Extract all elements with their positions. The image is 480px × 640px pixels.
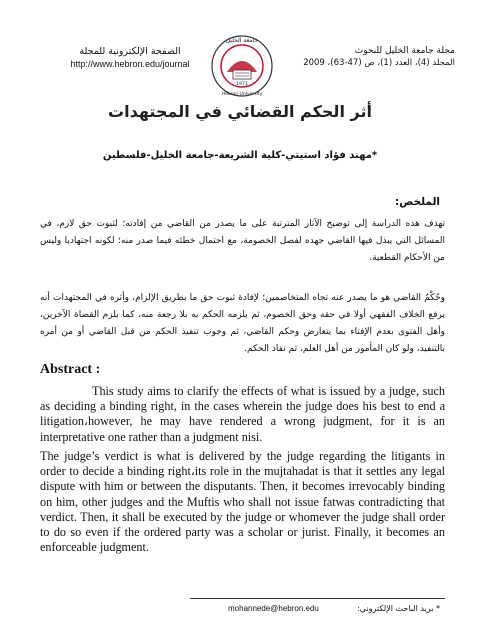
footnote [0,604,480,618]
english-abstract-paragraph-2: The judge’s verdict is what is delivered by the judge regarding the litigants in order to decide a binding right،its role in the mujtahadat is that it settles any legal dispute with him or between the disputants. Then, it becomes irrevocably binding on him, other judges and the Muftis who shall not issue fatwas contradicting that verdict. Then, it shall be executed by the judge or whomever the judge shall order to do so even if the ordered party was a scholar or jurist. Finally, it becomes an enforceable judgment. [40,449,445,555]
header-left [55,46,205,69]
header-right [285,46,455,68]
logo-text-bottom: Hebron University [221,92,263,97]
paper-title: أثر الحكم القضائي في المجتهدات [108,102,372,121]
footnote-divider [190,598,445,599]
english-abstract-paragraph-1: This study aims to clarify the effects of what is issued by a judge, such as deciding a binding right, in the cases wherein the judge does his best to end a litigation،however, he may have rendered a wrong judgment, for it is an interpretative one rather than a judgment nisi. [40,384,445,444]
arabic-abstract-paragraph-2: وحُكْمُ القاضي هو ما يصدر عنه تجاه المتخاصمين؛ لإفادة ثبوت حق ما بطريق الإلزام، وأثره في المجتهدات أنه يرفع الخلاف الفقهي أولا في حقه وحق الخصوم، ثم يلزمه الحكم به بلا رجعة منه، كما يلزم القضاة الآخرين، وأهل الفتوى بعدم الإفتاء بما يتعارض وحكم القاضي، ثم وجوب تنفيذ الحكم من قبل القاضي أو من أمره بالتنفيذ، ولو كان المأمور من أهل العلم، ثم نفاذ الحكم. [40,293,445,354]
english-abstract-heading: Abstract : [40,362,101,377]
arabic-abstract-heading: الملخص: [395,196,440,208]
arabic-abstract-paragraph-1: تهدف هذه الدراسة إلى توضيح الآثار المترتبة على ما يصدر من القاضي من إفادته؛ لثبوت حق لازم، في المسائل التي يبذل فيها القاضي جهده لفصل الخصومة، مع احتمال خطئه فيما صدر منه؛ لكونه اجتهاديا وليس من الأحكام القطعية. [40,219,445,263]
logo-text-top: جامعة الخليل [225,37,259,44]
logo-year: 1971 [236,82,248,87]
journal-header [55,37,455,97]
author-email[interactable]: mohannede@hebron.edu [228,604,319,613]
footnote-label: * بريد الباحث الإلكتروني: [357,604,440,613]
journal-name: مجلة جامعة الخليل للبحوث [354,46,455,56]
ejournal-label: الصفحة الإلكترونية للمجلة [79,46,181,57]
volume-line: المجلد (4)، العدد (1)، ص (47-63)، 2009 [303,58,455,68]
university-logo [205,32,279,100]
journal-url[interactable]: http://www.hebron.edu/journal [70,59,190,69]
author-line: *مهند فؤاد استيتي-كلية الشريعة-جامعة الخليل-فلسطين [102,150,378,161]
